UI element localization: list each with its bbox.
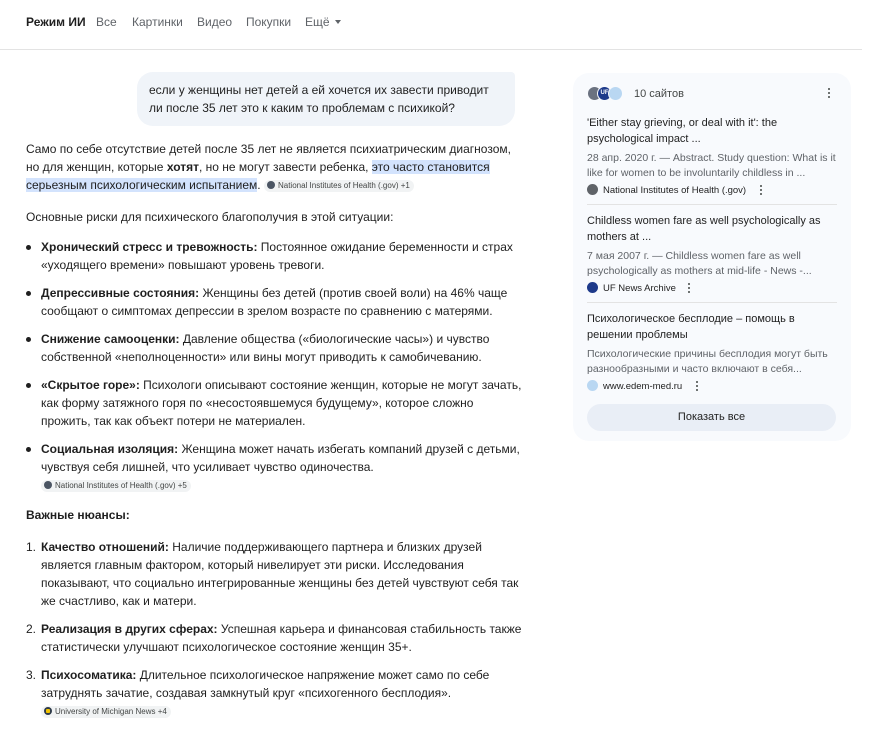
edem-favicon-icon (587, 380, 598, 391)
uf-favicon-icon (587, 282, 598, 293)
tab-shopping[interactable]: Покупки (246, 15, 292, 29)
nuance-text: Длительное психологическое напряжение может само по себе затруднять зачатие, создавая замкнутый круг «психогенного бесплодия». (41, 668, 490, 700)
intro-end: . (257, 178, 261, 192)
show-all-button[interactable]: Показать все (587, 404, 836, 431)
more-options-icon[interactable] (759, 185, 763, 197)
nih-favicon-icon (267, 181, 275, 189)
sources-panel (573, 73, 851, 441)
more-options-icon[interactable] (687, 283, 691, 295)
source-snippet-text: 7 мая 2007 г. — Childless women fare as well psychologically as mothers at mid-life - News -... (587, 250, 812, 277)
nuance-text: Успешная карьера и финансовая стабильность также статистически улучшают психологическое состояние женщин 35+. (41, 622, 522, 654)
risk-text: Женщины без детей (против своей воли) на 46% чаще сообщают о симптомах депрессии в зрелом возрасте по сравнению с матерями. (41, 286, 508, 318)
list-item (26, 440, 522, 494)
nuance-title: Реализация в других сферах: (41, 622, 218, 636)
list-number: 1. (26, 540, 37, 554)
list-item (26, 284, 522, 320)
source-chip[interactable] (41, 480, 191, 492)
tab-ai-mode[interactable]: Режим ИИ (26, 15, 86, 29)
divider (587, 204, 837, 205)
risk-text: Женщина может начать избегать компаний друзей с детьми, чувствуя себя лишней, что усиливает чувство одиночества. (41, 442, 520, 474)
source-site (587, 380, 837, 394)
list-item (26, 238, 522, 274)
source-favicons (587, 86, 631, 102)
top-navigation (0, 0, 862, 50)
edem-favicon-icon (608, 86, 623, 101)
divider (587, 302, 837, 303)
intro-bold: хотят (166, 160, 199, 174)
list-number: 2. (26, 622, 37, 636)
chevron-down-icon (335, 20, 341, 24)
source-chip-label: University of Michigan News +4 (55, 707, 167, 716)
intro-text: Само по себе отсутствие детей после 35 лет не является психиатрическим диагнозом, но для женщин, которые (26, 142, 511, 174)
tab-video[interactable]: Видео (197, 15, 233, 29)
source-card[interactable] (587, 115, 837, 198)
nuance-text: Наличие поддерживающего партнера и близких друзей является главным фактором, который нивелирует эти риски. Исследования показывают, что социально интегрированные женщины без детей чувствуют себя так же счастливо, как и матери. (41, 540, 519, 608)
source-title[interactable]: Childless women fare as well psychologically as mothers at ... (587, 215, 821, 243)
tab-images[interactable]: Картинки (132, 15, 183, 29)
source-site-name: www.edem-med.ru (603, 381, 683, 392)
nih-favicon-icon (44, 481, 52, 489)
sources-count: 10 сайтов (634, 88, 684, 100)
risk-title: «Скрытое горе»: (41, 378, 140, 392)
risks-list (26, 238, 522, 494)
source-chip[interactable] (41, 706, 171, 718)
ai-answer (26, 140, 522, 730)
list-item (26, 666, 522, 720)
source-snippet-text: Психологические причины бесплодия могут быть разнообразными и часто включают в себя... (587, 348, 828, 375)
answer-intro (26, 140, 522, 194)
umich-favicon-icon (44, 707, 52, 715)
risk-text: Давление общества («биологические часы») и чувство собственной «неполноценности» или вины могут приводить к самобичеванию. (41, 332, 490, 364)
list-item (26, 376, 522, 430)
intro-text-2: , но не могут завести ребенка, (198, 160, 372, 174)
source-site (587, 184, 837, 198)
more-options-icon[interactable] (827, 88, 831, 100)
nuance-title: Психосоматика: (41, 668, 137, 682)
source-chip-label: National Institutes of Health (.gov) +1 (277, 181, 410, 190)
risks-heading: Основные риски для психического благополучия в этой ситуации: (26, 210, 394, 224)
list-item (26, 620, 522, 656)
source-chip-label: National Institutes of Health (.gov) +5 (55, 481, 187, 490)
uf-favicon-icon: UF (597, 86, 612, 101)
nih-favicon-icon (587, 184, 598, 195)
risk-text: Постоянное ожидание беременности и страх «уходящего времени» повышают уровень тревоги. (41, 240, 513, 272)
nuances-heading: Важные нюансы: (26, 508, 130, 522)
risk-title: Хронический стресс и тревожность: (41, 240, 258, 254)
user-query-bubble: если у женщины нет детей а ей хочется их завести приводит ли после 35 лет это к каким то проблемам с психикой? (137, 72, 515, 126)
source-snippet (587, 347, 837, 377)
tab-more-label: Ещё (305, 15, 330, 29)
source-site-name: National Institutes of Health (.gov) (603, 185, 747, 196)
source-snippet-text: 28 апр. 2020 г. — Abstract. Study question: What is it like for women to be involuntarily childless in ... (587, 152, 836, 179)
source-site (587, 282, 837, 296)
list-number: 3. (26, 668, 37, 682)
more-options-icon[interactable] (695, 381, 699, 393)
tab-more[interactable] (305, 14, 341, 30)
list-item (26, 330, 522, 366)
source-title[interactable]: Психологическое бесплодие – помощь в решении проблемы (587, 313, 795, 341)
list-item (26, 538, 522, 610)
source-title[interactable]: 'Either stay grieving, or deal with it': the psychological impact ... (587, 117, 778, 145)
highlighted-claim[interactable]: это часто становится серьезным психологическим испытанием (26, 160, 490, 192)
source-card[interactable] (587, 213, 837, 296)
source-snippet (587, 249, 837, 279)
risk-title: Социальная изоляция: (41, 442, 179, 456)
tab-all[interactable]: Все (96, 15, 117, 29)
risk-title: Снижение самооценки: (41, 332, 180, 346)
sources-header (587, 86, 837, 102)
source-site-name: UF News Archive (603, 283, 676, 294)
risk-text: Психологи описывают состояние женщин, которые не могут зачать, как форму затяжного горя по «несостоявшемуся будущему», которое сложно прожить, так как объект потери не материален. (41, 378, 522, 428)
source-card[interactable] (587, 311, 837, 394)
nuance-title: Качество отношений: (41, 540, 169, 554)
nuances-list (26, 538, 522, 720)
source-chip[interactable] (264, 180, 414, 192)
risk-title: Депрессивные состояния: (41, 286, 200, 300)
source-snippet (587, 151, 837, 181)
